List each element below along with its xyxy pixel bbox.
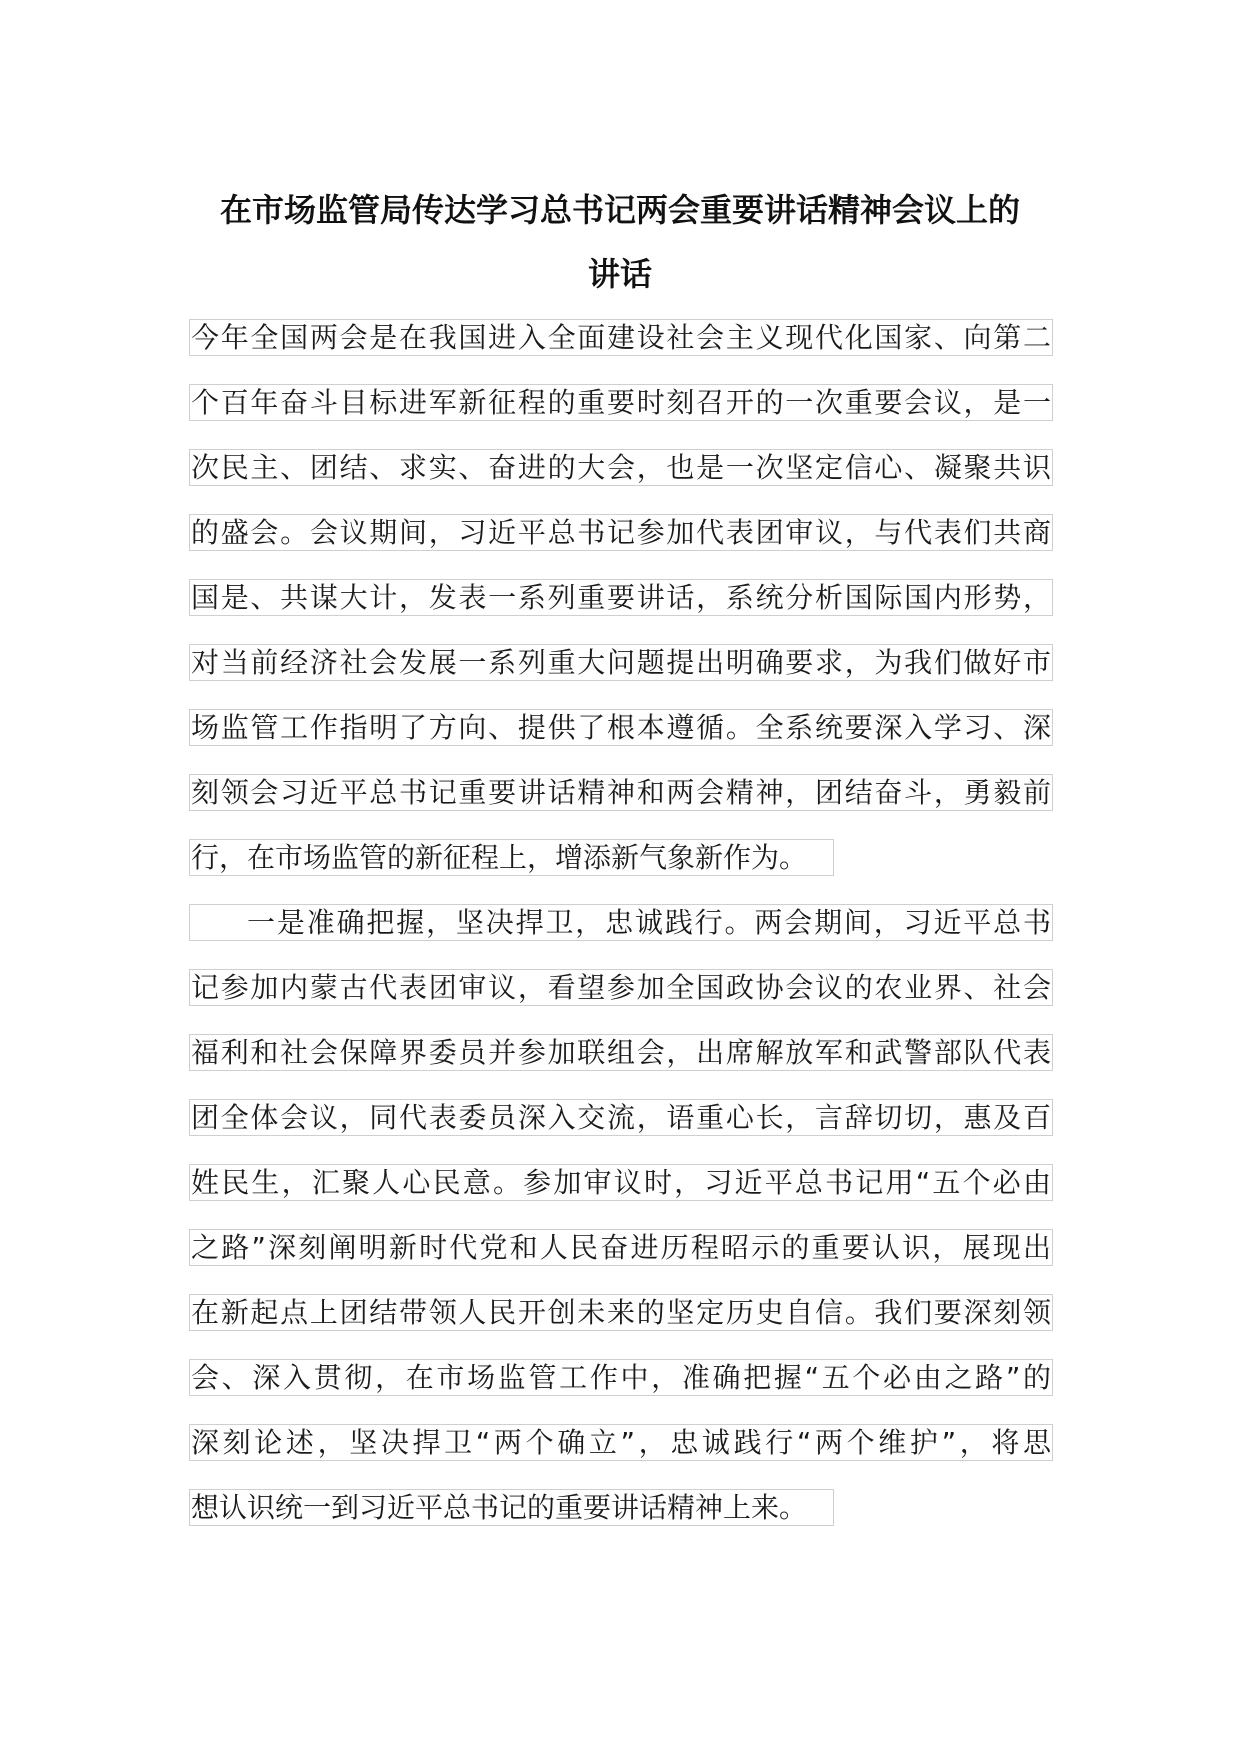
document-title-line-2: 讲话 xyxy=(587,255,652,293)
paragraph-1-line: 对当前经济社会发展一系列重大问题提出明确要求，为我们做好市 xyxy=(191,646,1051,679)
paragraph-1-line: 次民主、团结、求实、奋进的大会，也是一次坚定信心、凝聚共识 xyxy=(191,451,1051,484)
paragraph-2-line: 想认识统一到习近平总书记的重要讲话精神上来。 xyxy=(189,1489,834,1526)
paragraph-2-line: 会、深入贯彻，在市场监管工作中，准确把握“五个必由之路”的 xyxy=(191,1361,1051,1394)
paragraph-2-line: 深刻论述，坚决捍卫“两个确立”，忠诚践行“两个维护”，将思 xyxy=(191,1426,1051,1459)
paragraph-2-line: 记参加内蒙古代表团审议，看望参加全国政协会议的农业界、社会 xyxy=(191,971,1051,1004)
paragraph-1-line: 国是、共谋大计，发表一系列重要讲话，系统分析国际国内形势， xyxy=(191,581,1051,614)
paragraph-2-line: 之路”深刻阐明新时代党和人民奋进历程昭示的重要认识，展现出 xyxy=(191,1231,1051,1264)
paragraph-2-line: 一是准确把握，坚决捍卫，忠诚践行。两会期间，习近平总书 xyxy=(189,904,1053,941)
paragraph-2-line: 姓民生，汇聚人心民意。参加审议时，习近平总书记用“五个必由 xyxy=(191,1166,1051,1199)
paragraph-1-line: 行，在市场监管的新征程上，增添新气象新作为。 xyxy=(189,839,834,876)
paragraph-2-line: 在新起点上团结带领人民开创未来的坚定历史自信。我们要深刻领 xyxy=(191,1296,1051,1329)
paragraph-1-line: 个百年奋斗目标进军新征程的重要时刻召开的一次重要会议，是一 xyxy=(191,386,1051,419)
document-title-line-1: 在市场监管局传达学习总书记两会重要讲话精神会议上的 xyxy=(219,191,1020,229)
paragraph-1-line: 刻领会习近平总书记重要讲话精神和两会精神，团结奋斗，勇毅前 xyxy=(191,776,1051,809)
paragraph-1-line: 场监管工作指明了方向、提供了根本遵循。全系统要深入学习、深 xyxy=(191,711,1051,744)
paragraph-2-line: 团全体会议，同代表委员深入交流，语重心长，言辞切切，惠及百 xyxy=(191,1101,1051,1134)
paragraph-1-line: 今年全国两会是在我国进入全面建设社会主义现代化国家、向第二 xyxy=(191,321,1051,354)
paragraph-1-line: 的盛会。会议期间，习近平总书记参加代表团审议，与代表们共商 xyxy=(191,516,1051,549)
paragraph-2-line: 福利和社会保障界委员并参加联组会，出席解放军和武警部队代表 xyxy=(191,1036,1051,1069)
